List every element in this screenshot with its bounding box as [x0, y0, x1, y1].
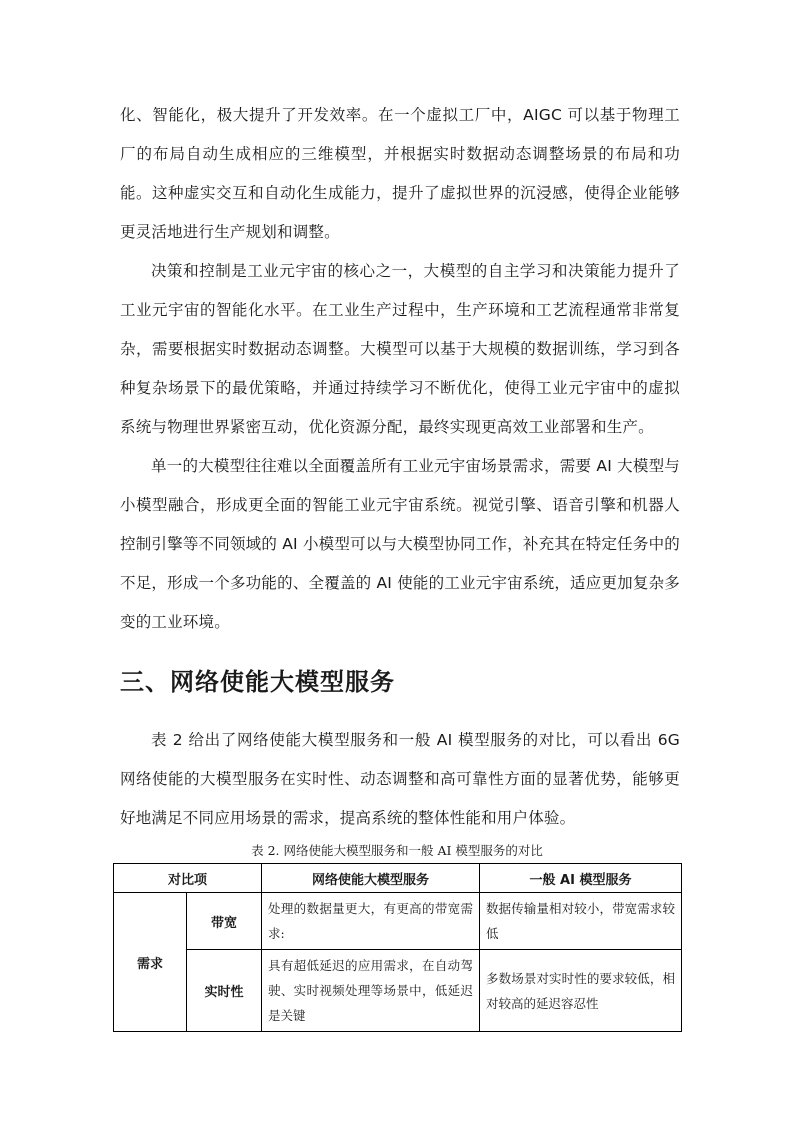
subcategory-cell: 实时性	[187, 950, 262, 1032]
table-caption: 表 2. 网络使能大模型服务和一般 AI 模型服务的对比	[251, 843, 543, 858]
general-cell: 数据传输量相对较小，带宽需求较低	[480, 893, 682, 950]
general-cell: 多数场景对实时性的要求较低，相对较高的延迟容忍性	[480, 950, 682, 1032]
category-cell: 需求	[114, 893, 187, 1032]
section-heading: 三、网络使能大模型服务	[120, 668, 395, 696]
table-row	[114, 893, 682, 950]
network-cell: 处理的数据量更大，有更高的带宽需求:	[262, 893, 480, 950]
header-network-service: 网络使能大模型服务	[262, 864, 480, 893]
paragraph-model-fusion: 单一的大模型往往难以全面覆盖所有工业元宇宙场景需求，需要 AI 大模型与小模型融合，形成更全面的智能工业元宇宙系统。视觉引擎、语音引擎和机器人控制引擎等不同领域的 AI 小模型可以与大模型协同工作，补充其在特定任务中的不足，形成一个多功能的、全覆盖的 AI 使能的工业元宇宙系统，适应更加复杂多变的工业环境。	[120, 457, 680, 631]
header-comparison-item: 对比项	[114, 864, 262, 893]
network-cell: 具有超低延迟的应用需求，在自动驾驶、实时视频处理等场景中，低延迟是关键	[262, 950, 480, 1032]
header-general-service: 一般 AI 模型服务	[480, 864, 682, 893]
paragraph-table-intro: 表 2 给出了网络使能大模型服务和一般 AI 模型服务的对比，可以看出 6G 网络使能的大模型服务在实时性、动态调整和高可靠性方面的显著优势，能够更好地满足不同应用场景的需求，提高系统的整体性能和用户体验。	[120, 731, 680, 827]
table-header-row	[114, 864, 682, 893]
paragraph-aigc: 化、智能化，极大提升了开发效率。在一个虚拟工厂中，AIGC 可以基于物理工厂的布局自动生成相应的三维模型，并根据实时数据动态调整场景的布局和功能。这种虚实交互和自动化生成能力，提升了虚拟世界的沉浸感，使得企业能够更灵活地进行生产规划和调整。	[120, 106, 680, 241]
table-row	[114, 950, 682, 1032]
paragraph-decision-control: 决策和控制是工业元宇宙的核心之一，大模型的自主学习和决策能力提升了工业元宇宙的智能化水平。在工业生产过程中，生产环境和工艺流程通常非常复杂，需要根据实时数据动态调整。大模型可以基于大规模的数据训练，学习到各种复杂场景下的最优策略，并通过持续学习不断优化，使得工业元宇宙中的虚拟系统与物理世界紧密互动，优化资源分配，最终实现更高效工业部署和生产。	[120, 262, 680, 436]
comparison-table	[113, 863, 682, 1032]
subcategory-cell: 带宽	[187, 893, 262, 950]
